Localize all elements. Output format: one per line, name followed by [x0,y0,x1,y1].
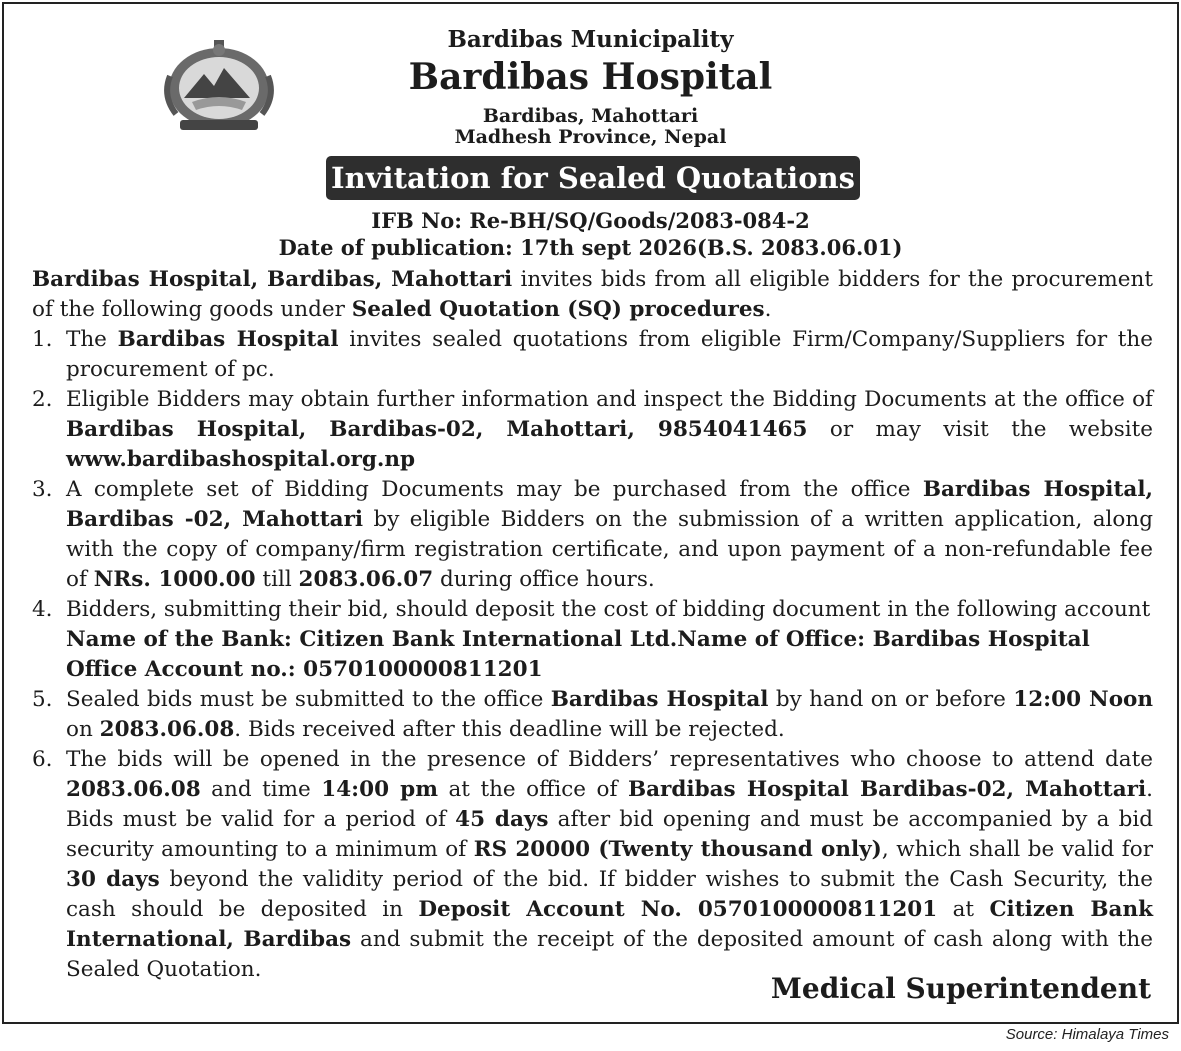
notice-frame [2,2,1179,1024]
list-item: 5. Sealed bids must be submitted to the office Bardibas Hospital by hand on or before 12:00 Noon on 2083.06.08. Bids received after this deadline will be rejected. [32,687,1154,742]
list-item: 2. Eligible Bidders may obtain further information and inspect the Bidding Documents at the office of Bardibas Hospital, Bardibas-02, Mahottari, 9854041465 or may visit the website www.bardibashospital.org.np [32,387,1153,472]
account-number: Office Account no.: 0570100000811201 [66,657,543,682]
notice-body [32,265,1153,985]
list-item: 6. The bids will be opened in the presence of Bidders’ representatives who choose to attend date 2083.06.08 and time 14:00 pm at the office of Bardibas Hospital Bardibas-02, Mahottari. Bids must be valid for a period of 45 days after bid opening and must be accompanied by a bid security amounting to a minimum of RS 20000 (Twenty thousand only), which shall be valid for 30 days beyond the validity period of the bid. If bidder wishes to submit the Cash Security, the cash should be deposited in Deposit Account No. 0570100000811201 at Citizen Bank International, Bardibas and submit the receipt of the deposited amount of cash along with the Sealed Quotation. [32,747,1154,982]
list-item: 3. A complete set of Bidding Documents may be purchased from the office Bardibas Hospital, Bardibas -02, Mahottari by eligible Bidders on the submission of a written application, along with the copy of company/firm registration certificate, and upon payment of a non-refundable fee of NRs. 1000.00 till 2083.06.07 during office hours. [32,477,1153,592]
list-item: 1. The Bardibas Hospital invites sealed quotations from eligible Firm/Company/Suppliers for the procurement of pc. [32,327,1153,382]
website-link[interactable]: www.bardibashospital.org.np [66,447,416,472]
bank-name: Name of the Bank: Citizen Bank International Ltd. [66,627,678,652]
address-line-1: Bardibas, Mahottari [482,105,699,127]
signature-title: Medical Superintendent [770,972,1151,1005]
list-item: 4. Bidders, submitting their bid, should deposit the cost of bidding document in the following account Name of the Bank: Citizen Bank International Ltd. Name of Office: Bardibas Hospital Office Account no.: 0570100000811201 [32,597,1151,682]
ifb-number: IFB No: Re-BH/SQ/Goods/2083-084-2 [371,208,810,233]
source-credit: Source: Himalaya Times [1005,1026,1169,1043]
terms-list [32,325,1153,985]
office-name: Name of Office: Bardibas Hospital [677,627,1090,652]
publication-date: Date of publication: 17th sept 2026(B.S. 2083.06.01) [278,235,903,260]
municipality-name: Bardibas Municipality [447,26,734,53]
address-line-2: Madhesh Province, Nepal [454,126,727,148]
notice-title-banner: Invitation for Sealed Quotations [326,156,860,200]
intro-paragraph: Bardibas Hospital, Bardibas, Mahottari invites bids from all eligible bidders for the procurement of the following goods under Sealed Quotation (SQ) procedures. [32,267,1154,322]
hospital-name: Bardibas Hospital [408,56,773,98]
